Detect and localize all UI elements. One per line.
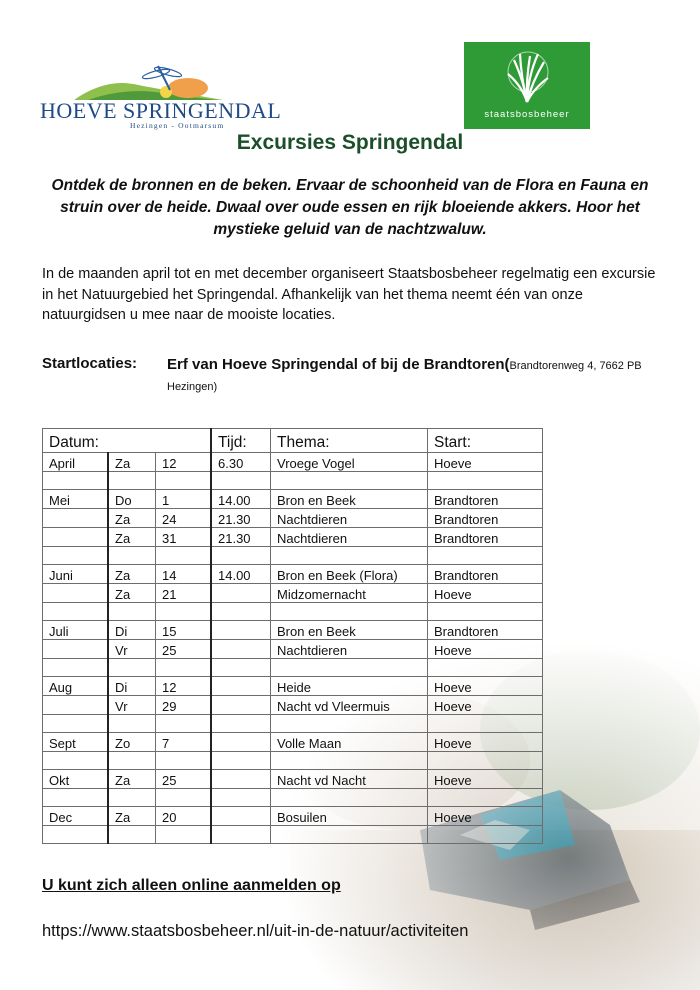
cell-month: Sept <box>43 733 109 752</box>
cell-month: Mei <box>43 490 109 509</box>
cell-month <box>43 528 109 547</box>
cell-month <box>43 752 109 770</box>
cell-day: Za <box>108 770 156 789</box>
cell-day <box>108 659 156 677</box>
cell-date <box>156 547 212 565</box>
cell-start: Hoeve <box>428 584 543 603</box>
cell-theme: Heide <box>271 677 428 696</box>
page-title: Excursies Springendal <box>236 131 464 154</box>
cell-date: 24 <box>156 509 212 528</box>
logo-sub-text: Hezingen - Ootmarsum <box>130 121 225 130</box>
cell-date: 12 <box>156 453 212 472</box>
cell-time <box>211 696 271 715</box>
startlocaties-address: Brandtorenweg 4, 7662 PB Hezingen) <box>167 360 642 393</box>
cell-time <box>211 640 271 659</box>
tree-icon <box>464 42 590 108</box>
table-row <box>43 565 543 584</box>
cell-start: Brandtoren <box>428 621 543 640</box>
cell-theme <box>271 603 428 621</box>
cell-theme: Bosuilen <box>271 807 428 826</box>
cell-day: Di <box>108 677 156 696</box>
cell-time <box>211 547 271 565</box>
intro-paragraph: In de maanden april tot en met december organiseert Staatsbosbeheer regelmatig een excursie in het Natuurgebied het Springendal. Afhankelijk van het thema neemt één van onze natuurgidsen u mee naar de mooiste locaties. <box>42 266 656 323</box>
cell-month <box>43 584 109 603</box>
cell-start: Hoeve <box>428 733 543 752</box>
cell-day: Vr <box>108 696 156 715</box>
cell-day <box>108 603 156 621</box>
cell-start: Hoeve <box>428 677 543 696</box>
cell-date: 15 <box>156 621 212 640</box>
table-row <box>43 640 543 659</box>
table-spacer-row <box>43 789 543 807</box>
cell-theme: Volle Maan <box>271 733 428 752</box>
cell-time: 21.30 <box>211 509 271 528</box>
cell-time <box>211 677 271 696</box>
startlocaties-main: Erf van Hoeve Springendal of bij de Brandtoren( <box>167 356 510 373</box>
cell-day <box>108 826 156 844</box>
signup-url-link[interactable]: https://www.staatsbosbeheer.nl/uit-in-de-natuur/activiteiten <box>42 922 469 940</box>
cell-theme: Nacht vd Nacht <box>271 770 428 789</box>
cell-time: 14.00 <box>211 490 271 509</box>
cell-theme <box>271 472 428 490</box>
cell-time <box>211 603 271 621</box>
cell-date: 31 <box>156 528 212 547</box>
table-row <box>43 509 543 528</box>
table-spacer-row <box>43 472 543 490</box>
cell-month: Juni <box>43 565 109 584</box>
cell-theme: Vroege Vogel <box>271 453 428 472</box>
staatsbosbeheer-logo <box>464 42 590 129</box>
cell-theme: Nachtdieren <box>271 528 428 547</box>
cell-day: Za <box>108 453 156 472</box>
table-row <box>43 621 543 640</box>
cell-day: Za <box>108 565 156 584</box>
cell-date: 21 <box>156 584 212 603</box>
header-datum: Datum: <box>43 429 212 453</box>
cell-start <box>428 752 543 770</box>
cell-time <box>211 733 271 752</box>
table-row <box>43 584 543 603</box>
cell-time <box>211 752 271 770</box>
cell-start <box>428 547 543 565</box>
cell-start: Hoeve <box>428 807 543 826</box>
cell-time <box>211 807 271 826</box>
table-header-row <box>43 429 543 453</box>
cell-start <box>428 659 543 677</box>
cell-day: Vr <box>108 640 156 659</box>
cell-day <box>108 715 156 733</box>
cell-start: Hoeve <box>428 640 543 659</box>
cell-date: 20 <box>156 807 212 826</box>
cell-start: Brandtoren <box>428 490 543 509</box>
table-spacer-row <box>43 752 543 770</box>
table-row <box>43 807 543 826</box>
cell-start <box>428 472 543 490</box>
cell-day: Za <box>108 509 156 528</box>
table-row <box>43 490 543 509</box>
cell-month <box>43 472 109 490</box>
table-spacer-row <box>43 547 543 565</box>
cell-theme: Bron en Beek <box>271 490 428 509</box>
cell-day: Zo <box>108 733 156 752</box>
cell-start <box>428 715 543 733</box>
cell-start <box>428 789 543 807</box>
header-start: Start: <box>428 429 543 453</box>
cell-month <box>43 826 109 844</box>
cell-day <box>108 472 156 490</box>
cell-month <box>43 659 109 677</box>
cell-month <box>43 640 109 659</box>
cell-start: Brandtoren <box>428 565 543 584</box>
cell-start: Brandtoren <box>428 528 543 547</box>
cell-day: Za <box>108 807 156 826</box>
cell-theme: Nacht vd Vleermuis <box>271 696 428 715</box>
cell-day <box>108 789 156 807</box>
table-spacer-row <box>43 826 543 844</box>
table-spacer-row <box>43 715 543 733</box>
cell-time <box>211 826 271 844</box>
cell-theme <box>271 715 428 733</box>
header-tijd: Tijd: <box>211 429 271 453</box>
table-row <box>43 453 543 472</box>
cell-day: Di <box>108 621 156 640</box>
table-spacer-row <box>43 603 543 621</box>
cell-time: 21.30 <box>211 528 271 547</box>
cell-month: April <box>43 453 109 472</box>
cell-time <box>211 789 271 807</box>
cell-month: Dec <box>43 807 109 826</box>
cell-theme: Nachtdieren <box>271 509 428 528</box>
hoeve-springendal-logo <box>38 64 282 130</box>
cell-date: 1 <box>156 490 212 509</box>
cell-date: 14 <box>156 565 212 584</box>
header-thema: Thema: <box>271 429 428 453</box>
cell-start: Hoeve <box>428 453 543 472</box>
cell-date <box>156 826 212 844</box>
cell-theme: Midzomernacht <box>271 584 428 603</box>
cell-date <box>156 659 212 677</box>
cell-date <box>156 472 212 490</box>
cell-theme <box>271 826 428 844</box>
cell-month <box>43 603 109 621</box>
table-row <box>43 770 543 789</box>
cell-time: 6.30 <box>211 453 271 472</box>
cell-time: 14.00 <box>211 565 271 584</box>
excursion-schedule-table <box>42 428 543 844</box>
cell-time <box>211 472 271 490</box>
cell-month: Aug <box>43 677 109 696</box>
cell-date: 25 <box>156 640 212 659</box>
cell-month <box>43 509 109 528</box>
cell-start: Hoeve <box>428 770 543 789</box>
intro-italic-text: Ontdek de bronnen en de beken. Ervaar de schoonheid van de Flora en Fauna en struin over de heide. Dwaal over oude essen en rijk bloeiende akkers. Hoor het mystieke geluid van de nachtzwaluw. <box>51 177 649 238</box>
cell-date: 12 <box>156 677 212 696</box>
cell-time <box>211 715 271 733</box>
cell-date <box>156 789 212 807</box>
cell-date: 29 <box>156 696 212 715</box>
cell-day <box>108 752 156 770</box>
cell-date <box>156 715 212 733</box>
cell-theme <box>271 752 428 770</box>
online-signup-notice: U kunt zich alleen online aanmelden op <box>42 877 341 894</box>
cell-day <box>108 547 156 565</box>
cell-start <box>428 826 543 844</box>
cell-theme <box>271 789 428 807</box>
cell-date: 25 <box>156 770 212 789</box>
cell-theme: Bron en Beek <box>271 621 428 640</box>
cell-month <box>43 696 109 715</box>
cell-month <box>43 547 109 565</box>
startlocaties-value <box>167 355 657 397</box>
cell-date <box>156 752 212 770</box>
cell-time <box>211 584 271 603</box>
cell-month: Juli <box>43 621 109 640</box>
cell-start: Brandtoren <box>428 509 543 528</box>
cell-day: Za <box>108 584 156 603</box>
cell-theme: Bron en Beek (Flora) <box>271 565 428 584</box>
cell-start <box>428 603 543 621</box>
cell-month: Okt <box>43 770 109 789</box>
cell-month <box>43 789 109 807</box>
cell-month <box>43 715 109 733</box>
cell-time <box>211 659 271 677</box>
cell-day: Za <box>108 528 156 547</box>
cell-theme <box>271 547 428 565</box>
table-row <box>43 528 543 547</box>
table-spacer-row <box>43 659 543 677</box>
cell-date <box>156 603 212 621</box>
table-row <box>43 696 543 715</box>
startlocaties-label: Startlocaties: <box>42 355 138 372</box>
cell-date: 7 <box>156 733 212 752</box>
cell-time <box>211 621 271 640</box>
cell-time <box>211 770 271 789</box>
cell-theme: Nachtdieren <box>271 640 428 659</box>
logo-brand-text: HOEVE SPRINGENDAL <box>40 98 282 123</box>
cell-day: Do <box>108 490 156 509</box>
table-row <box>43 677 543 696</box>
table-row <box>43 733 543 752</box>
cell-theme <box>271 659 428 677</box>
sbb-wordmark: staatsbosbeheer <box>484 109 570 120</box>
cell-start: Hoeve <box>428 696 543 715</box>
